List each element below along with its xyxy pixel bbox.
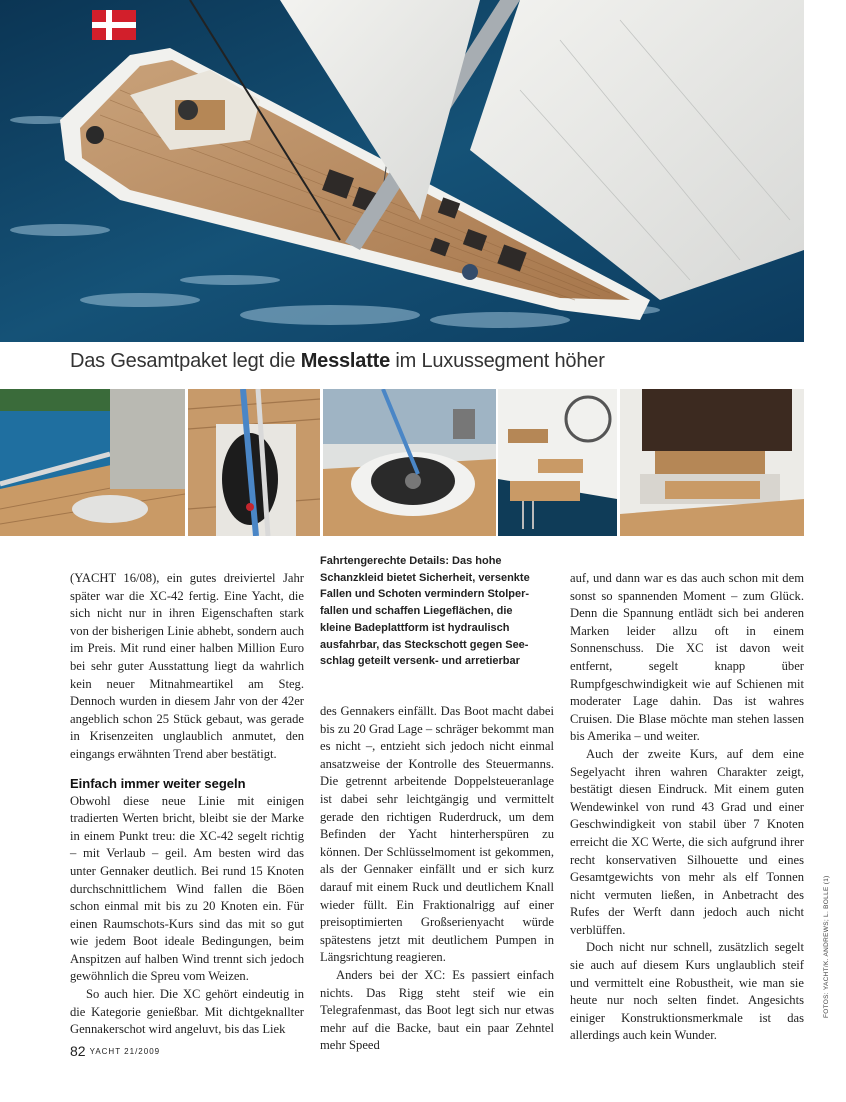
paragraph: (YACHT 16/08), ein gutes dreiviertel Jahr später war die XC-42 fertig. Eine Yacht, die sich nicht nur in ihren Eigenschaften stark von der bisherigen Linie abhebt, sondern auch im Preis. Mit rund einer halben Million Euro bei sehr guter Ausstattung liegt da wahrlich kein neuer Mitnahmeartikel am Steg. Dennoch wurden in diesem Jahr von der 42er angeblich schon 25 Stück gebaut, was gerade in Krisenzeiten unglaublich anmutet, den eingangs erwähnten Trend aber bestätigt. [70,571,304,761]
yacht-aerial-photo [0,0,804,342]
deck-winch-photo [323,389,496,536]
hatch-photo [620,389,804,536]
headline: Das Gesamtpaket legt die Messlatte im Luxussegment höher [70,350,605,372]
text-column-3 [570,570,804,1045]
page-footer [70,1043,160,1059]
photo-credit: FOTOS: YACHT/K. ANDREWS; L. BOLLE (1) [823,875,830,1018]
page-number: 82 [70,1043,86,1059]
paragraph: Auch der zweite Kurs, auf dem eine Segelyacht ihren wahren Charakter zeigt, bestätigt diesen Eindruck. Mit einem guten Wendewinkel von rund 43 Grad und einer Geschwindigkeit von stabil über 7 Knoten erreicht die XC Werte, die sich aufgrund ihrer recht konservativen Silhouette und eines Gesamtgewichts von mehr als elf Tonnen nicht vermuten ließen, in Anbetracht des Rufes der Werft dann jedoch auch nicht verblüffen. [570,746,804,937]
photo-caption: Fahrtengerechte Details: Das hohe Schanzkleid bietet Sicherheit, versenkte Fallen und Schoten vermindern Stolper- fallen und schaffen Liegeflächen, die kleine Badeplattform ist hydraulisch ausfahrbar, das Steckschott gegen See- schlag geteilt versenk- und arretierbar [320,555,530,668]
text-column-2 [320,703,554,1055]
paragraph: Anders bei der XC: Es passiert einfach nichts. Das Rigg steht steif wie ein Telegrafenmast, das Boot legt sich nur etwas mehr auf die Backe, baut ein paar Zehntel mehr Speed [320,967,554,1053]
paragraph: auf, und dann war es das auch schon mit dem sonst so spannenden Moment – zum Glück. Denn die Spannung entlädt sich bei anderen Marken leider allzu oft in einem Sonnenschuss. Die XC ist davon weit entfernt, segelt knapp über Rumpfgeschwindigkeit wie auf Schienen mit moderater Lage dahin. Das ist wahres Cruisen. Die Blase möchte man stehen lassen bis Amerika – und weiter. [570,571,804,744]
paragraph: So auch hier. Die XC gehört eindeutig in die Kategorie genießbar. Mit dichtgeknallter Gennakerschot wird angeluvt, bis das Liek [70,987,304,1037]
paragraph: des Gennakers einfällt. Das Boot macht dabei bis zu 20 Grad Lage – schräger bekommt man es nicht –, entzieht sich jedoch nicht einmal ansatzweise der Kontrolle des Steuermanns. Die getrennt arbeitende Doppelsteueranlage ist dabei sehr leichtgängig und vermittelt gerade den richtigen Ruderdruck, um dem Befinden der Yacht hinterherspüren zu können. Der Schlüsselmoment ist gekommen, als der Gennaker einfällt und er sich kurz darauf mit einem Ruck und deutlichem Knall wieder füllt. Ein Fraktionalrigg auf einer preisoptimierten Großserienyacht würde spätestens jetzt mit deutlichem Pumpen in Längsrichtung reagieren. [320,704,554,965]
winch-ropes-photo [188,389,320,536]
section-subheading: Einfach immer weiter segeln [70,775,246,791]
paragraph: Doch nicht nur schnell, zusätzlich segelt sie auch auf diesem Kurs unglaublich steif und vermittelt eine Robustheit, wie man sie heute nur noch selten findet. Angesichts einiger Konstruktionsmerkmale ist das allerdings auch kein Wunder. [570,940,804,1043]
text-column-1 [70,570,304,1039]
paragraph: Obwohl diese neue Linie mit einigen tradierten Werten bricht, bleibt sie der Marke in einem Punkt treu: die XC-42 segelt richtig – mit Verlaub – geil. Am besten wird das unter Gennaker deutlich. Bei rund 15 Knoten durchschnittlichem Wind fallen die Böen schon einmal mit bis zu 20 Knoten ein. Für einen Raumschots-Kurs sind das mit so gut wie jedem Boot ideale Bedingungen, beim Anspitzen auf halben Wind trennt sich jedoch gewöhnlich die Spreu vom Weizen. [70,793,304,984]
foot-on-deck-photo [0,389,185,536]
bathing-platform-photo [498,389,617,536]
magazine-issue: YACHT 21/2009 [89,1047,161,1056]
